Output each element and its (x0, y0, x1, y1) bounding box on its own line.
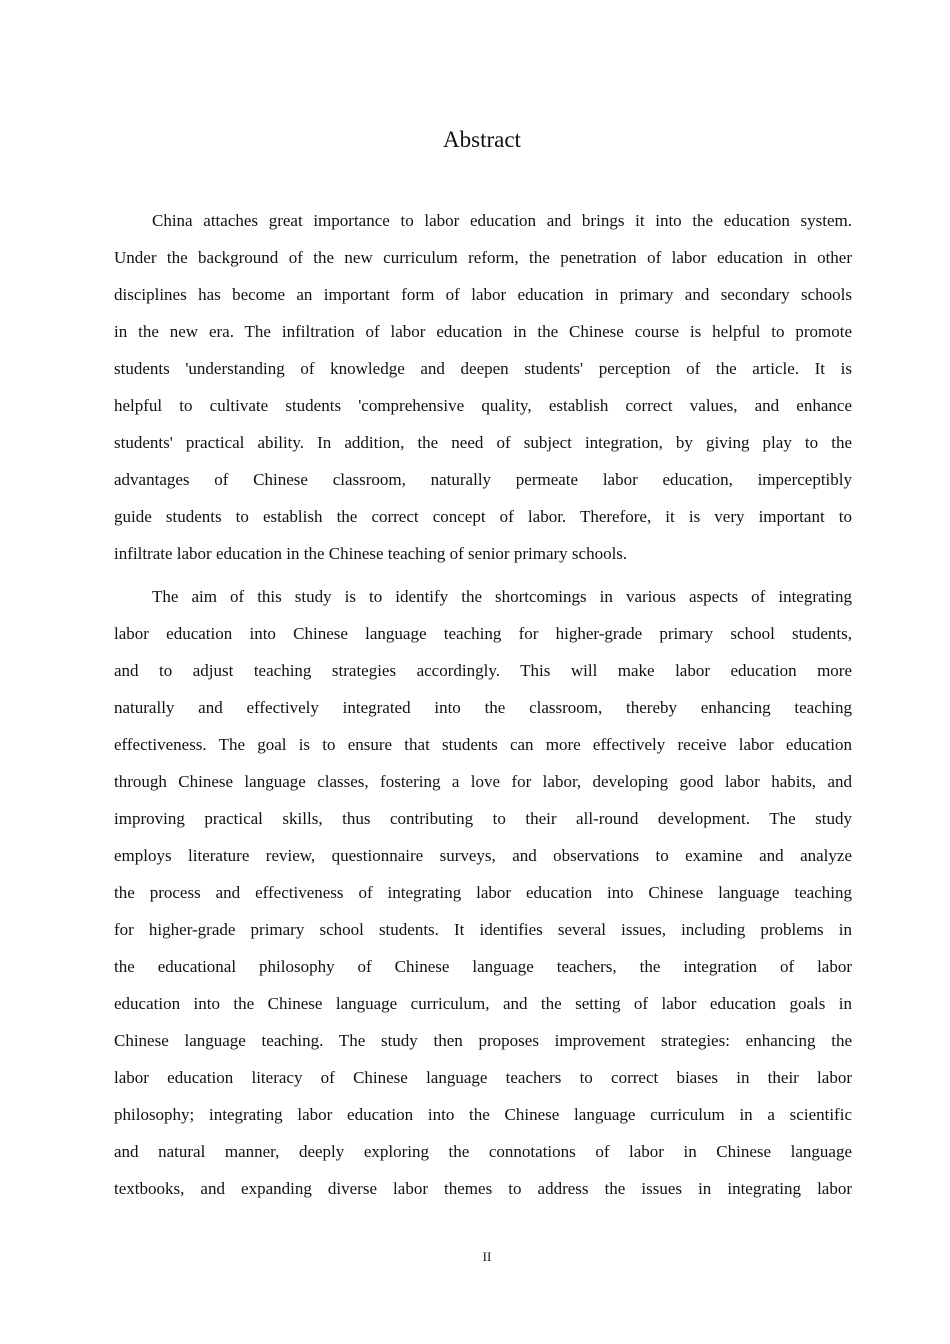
text-line: students' practical ability. In addition, the need of subject integration, by giving play to the (114, 433, 852, 452)
text-line: disciplines has become an important form of labor education in primary and secondary schools (114, 285, 852, 304)
text-line: the educational philosophy of Chinese language teachers, the integration of labor (114, 957, 852, 976)
text-line: China attaches great importance to labor education and brings it into the education system. (152, 211, 852, 230)
text-line: Under the background of the new curriculum reform, the penetration of labor education in other (114, 248, 852, 267)
text-line: and to adjust teaching strategies accordingly. This will make labor education more (114, 661, 852, 680)
text-line: in the new era. The infiltration of labor education in the Chinese course is helpful to promote (114, 322, 852, 341)
text-line: employs literature review, questionnaire surveys, and observations to examine and analyze (114, 846, 852, 865)
text-line: guide students to establish the correct concept of labor. Therefore, it is very important to (114, 507, 852, 526)
text-line: The aim of this study is to identify the shortcomings in various aspects of integrating (152, 587, 852, 606)
text-line: and natural manner, deeply exploring the connotations of labor in Chinese language (114, 1142, 852, 1161)
abstract-paragraph-1 (114, 202, 852, 572)
text-line: for higher-grade primary school students. It identifies several issues, including problems in (114, 920, 852, 939)
text-line: labor education into Chinese language teaching for higher-grade primary school students, (114, 624, 852, 643)
text-line: labor education literacy of Chinese language teachers to correct biases in their labor (114, 1068, 852, 1087)
text-line: students 'understanding of knowledge and deepen students' perception of the article. It is (114, 359, 852, 378)
text-line: the process and effectiveness of integrating labor education into Chinese language teaching (114, 883, 852, 902)
text-line: improving practical skills, thus contributing to their all-round development. The study (114, 809, 852, 828)
page-number: II (482, 1249, 492, 1264)
text-line: education into the Chinese language curriculum, and the setting of labor education goals in (114, 994, 852, 1013)
text-line: Chinese language teaching. The study then proposes improvement strategies: enhancing the (114, 1031, 852, 1050)
text-line: effectiveness. The goal is to ensure that students can more effectively receive labor education (114, 735, 852, 754)
text-line: through Chinese language classes, fostering a love for labor, developing good labor habits, and (114, 772, 852, 791)
text-line: infiltrate labor education in the Chinese teaching of senior primary schools. (114, 544, 628, 563)
abstract-title: Abstract (443, 127, 521, 152)
text-line: naturally and effectively integrated into the classroom, thereby enhancing teaching (114, 698, 852, 717)
text-line: textbooks, and expanding diverse labor themes to address the issues in integrating labor (114, 1179, 852, 1198)
text-line: helpful to cultivate students 'comprehensive quality, establish correct values, and enhance (114, 396, 852, 415)
text-line: philosophy; integrating labor education into the Chinese language curriculum in a scientific (114, 1105, 852, 1124)
abstract-paragraph-2 (114, 578, 852, 1207)
text-line: advantages of Chinese classroom, naturally permeate labor education, imperceptibly (114, 470, 852, 489)
